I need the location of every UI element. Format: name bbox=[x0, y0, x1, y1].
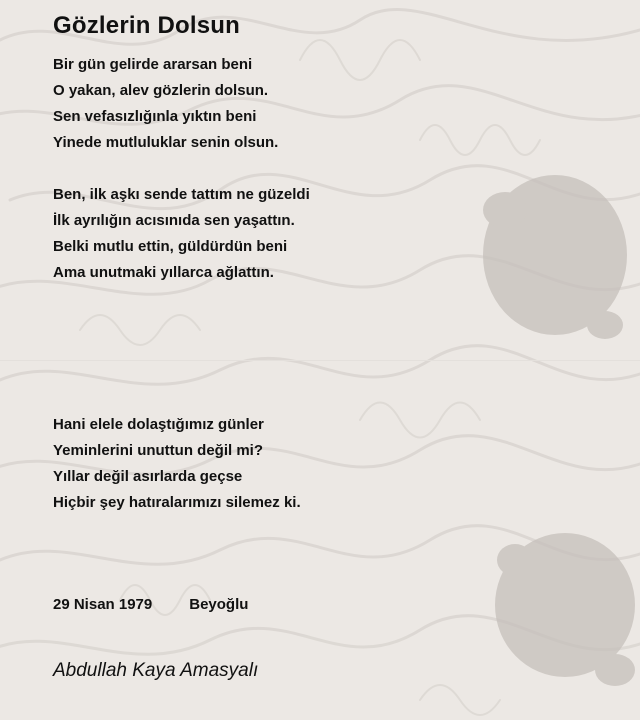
poem-line: Ben, ilk aşkı sende tattım ne güzeldi bbox=[53, 186, 310, 203]
poem-line: Yinede mutluluklar senin olsun. bbox=[53, 134, 279, 151]
stanza-1 bbox=[53, 52, 278, 156]
poem-line: Yıllar değil asırlarda geçse bbox=[53, 468, 243, 485]
poem-line: Yeminlerini unuttun değil mi? bbox=[53, 442, 264, 459]
poem-title: Gözlerin Dolsun bbox=[53, 12, 241, 39]
poem-author: Abdullah Kaya Amasyalı bbox=[53, 660, 259, 681]
stanza-3 bbox=[53, 412, 301, 516]
stanza-2 bbox=[53, 182, 310, 286]
poem-line: Hiçbir şey hatıralarımızı silemez ki. bbox=[53, 494, 301, 511]
poem-line: Hani elele dolaştığımız günler bbox=[53, 416, 264, 433]
poem-line: Bir gün gelirde ararsan beni bbox=[53, 56, 253, 73]
poem-line: O yakan, alev gözlerin dolsun. bbox=[53, 82, 269, 99]
poem-line: Ama unutmaki yıllarca ağlattın. bbox=[53, 264, 274, 281]
poem-date: 29 Nisan 1979 bbox=[53, 596, 153, 613]
poem-line: İlk ayrılığın acısınıda sen yaşattın. bbox=[53, 212, 295, 229]
date-place-line bbox=[53, 596, 248, 613]
poem-line: Belki mutlu ettin, güldürdün beni bbox=[53, 238, 288, 255]
poem-place: Beyoğlu bbox=[189, 596, 249, 613]
poem-line: Sen vefasızlığınla yıktın beni bbox=[53, 108, 257, 125]
